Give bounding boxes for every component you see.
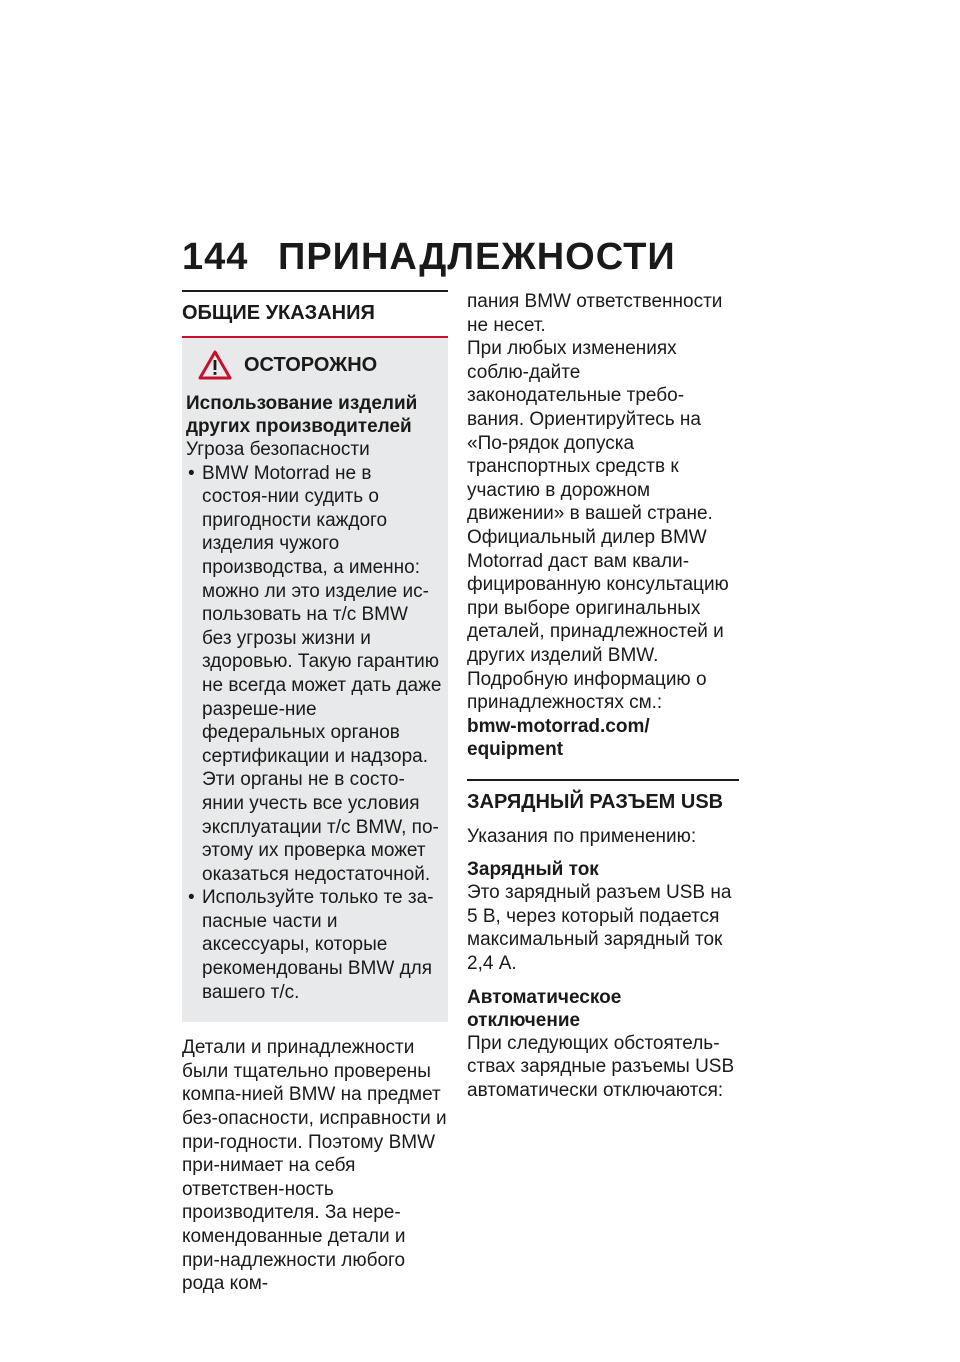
- paragraph-3: Официальный дилер BMW Motorrad даст вам квали-фицированную консультацию при выборе оригинальных деталей, принадлежностей и других изделий BMW.: [467, 526, 729, 666]
- section-title-general: [182, 290, 448, 338]
- usb-intro: Указания по применению:: [467, 825, 697, 847]
- page-number: 144: [182, 236, 249, 278]
- page-header: [182, 236, 742, 279]
- warning-triangle-icon: [198, 350, 232, 380]
- warning-body: [182, 438, 448, 1004]
- usb-charge-text: Это зарядный разъем USB на 5 В, через который подается максимальный зарядный ток 2,4 А.: [467, 882, 732, 975]
- usb-auto-off-text: При следующих обстоятель-ствах зарядные разъемы USB автоматически отключаются:: [467, 1032, 735, 1101]
- left-column: [182, 290, 448, 1295]
- warning-title: Использование изделий других производителей: [186, 393, 418, 437]
- usb-subheading-auto-off: Автоматическое отключение: [467, 986, 622, 1031]
- page-title: ПРИНАДЛЕЖНОСТИ: [278, 236, 676, 278]
- warning-bullet-1: • BMW Motorrad не в состоя-нии судить о пригодности каждого изделия чужого производства, а именно: можно ли это изделие ис-пользовать на т/с BMW без угрозы жизни и здоровью. Такую гарантию не всегда может дать даже разреше-ние федеральных органов сертификации и надзора. Эти органы не в состо-янии учесть все условия эксплуатации т/с BMW, по-этому их проверка может оказаться недостаточной.: [186, 462, 442, 887]
- paragraph-1-continued: пания BMW ответственности не несет.: [467, 291, 723, 336]
- right-column: [467, 290, 739, 1102]
- warning-header: [182, 350, 448, 380]
- warning-box: [182, 338, 448, 1022]
- section-title-general-text: ОБЩИЕ УКАЗАНИЯ: [182, 302, 375, 324]
- paragraph-1: Детали и принадлежности были тщательно проверены компа-нией BMW на предмет без-опасности, исправности и при-годности. Поэтому BMW при-нимает на себя ответствен-ность производителя. За нере-комендованные детали и при-надлежности любого рода ком-: [182, 1037, 447, 1295]
- section-title-usb: ЗАРЯДНЫЙ РАЗЪЕМ USB: [467, 779, 739, 815]
- warning-list: [186, 462, 442, 1005]
- paragraph-2: При любых изменениях соблю-дайте законодательные требо-вания. Ориентируйтесь на «По-рядок допуска транспортных средств к участию в дорожном движении» в вашей стране.: [467, 338, 713, 525]
- warning-hazard: Угроза безопасности: [186, 439, 370, 460]
- warning-bullet-2: • Используйте только те за-пасные части и аксессуары, которые рекомендованы BMW для вашего т/с.: [186, 886, 442, 1004]
- warning-label: ОСТОРОЖНО: [244, 353, 378, 376]
- accessories-link[interactable]: bmw-motorrad.com/ equipment: [467, 715, 650, 760]
- paragraph-4: Подробную информацию о принадлежностях см.:: [467, 668, 707, 714]
- usb-subheading-charge: Зарядный ток: [467, 859, 599, 881]
